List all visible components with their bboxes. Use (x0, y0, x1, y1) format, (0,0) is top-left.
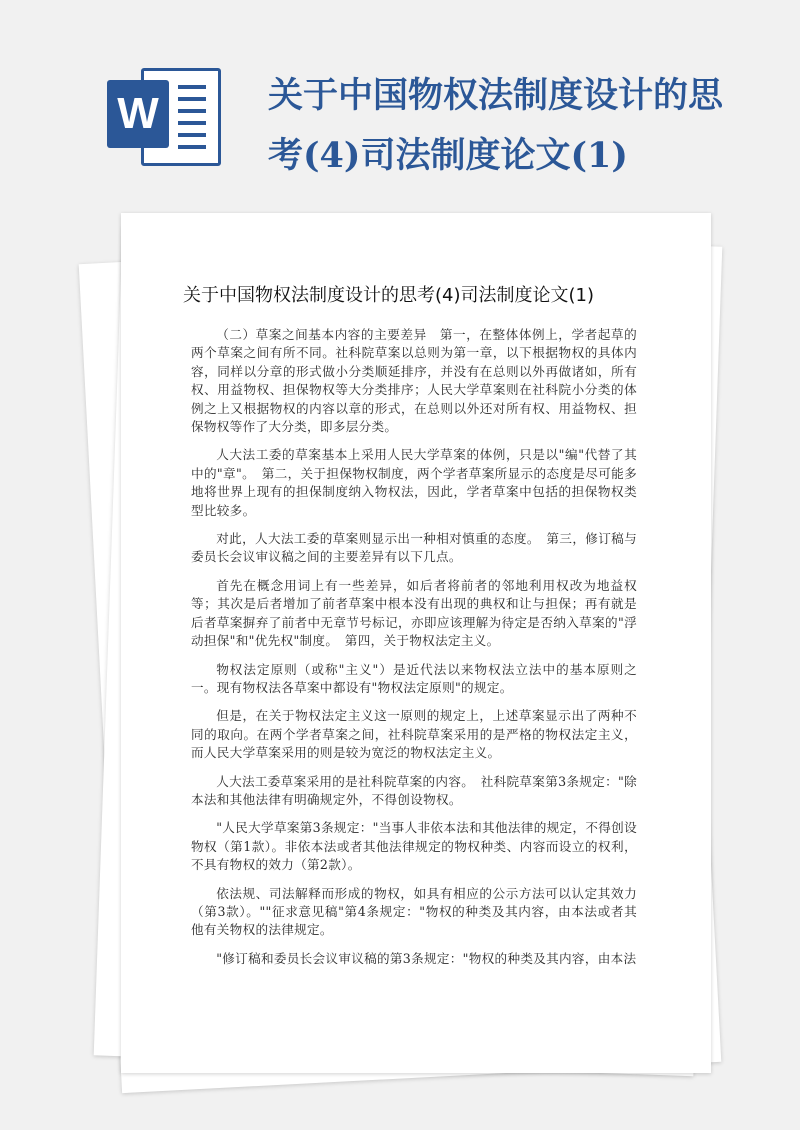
paragraph: 物权法定原则（或称"主义"）是近代法以来物权法立法中的基本原则之一。现有物权法各草案中都设有"物权法定原则"的规定。 (191, 661, 637, 695)
paragraph: 但是，在关于物权法定主义这一原则的规定上，上述草案显示出了两种不同的取向。在两个学者草案之间，社科院草案采用的是严格的物权法定主义，而人民大学草案采用的则是较为宽泛的物权法定主义。 (191, 708, 637, 761)
document-body (191, 326, 637, 978)
paragraph: 依法规、司法解释而形成的物权，如具有相应的公示方法可以认定其效力（第3款）。""征求意见稿"第4条规定："物权的种类及其内容，由本法或者其他有关物权的法律规定。 (191, 885, 637, 938)
paragraph: 人大法工委的草案基本上采用人民大学草案的体例，只是以"编"代替了其中的"章"。 第二，关于担保物权制度，两个学者草案所显示的态度是尽可能多地将世界上现有的担保制度纳入物权法，因此，学者草案中包括的担保物权类型比较多。 (191, 447, 637, 518)
paragraph: "人民大学草案第3条规定："当事人非依本法和其他法律的规定，不得创设物权（第1款）。非依本法或者其他法律规定的物权种类、内容而设立的权利，不具有物权的效力（第2款）。 (191, 820, 637, 873)
paragraph: 首先在概念用词上有一些差异，如后者将前者的邻地利用权改为地益权等；其次是后者增加了前者草案中根本没有出现的典权和让与担保；再有就是后者草案摒弃了前者中无章节号标记，亦即应该理解为待定是否纳入草案的"浮动担保"和"优先权"制度。 第四，关于物权法定主义。 (191, 577, 637, 649)
paragraph: "修订稿和委员长会议审议稿的第3条规定："物权的种类及其内容，由本法 (216, 950, 637, 966)
paragraph: 对此，人大法工委的草案则显示出一种相对慎重的态度。 第三，修订稿与委员长会议审议稿之间的主要差异有以下几点。 (191, 531, 637, 565)
paragraph: 人大法工委草案采用的是社科院草案的内容。 社科院草案第3条规定："除本法和其他法律有明确规定外，不得创设物权。 (191, 773, 637, 807)
word-icon (107, 64, 227, 164)
document-title: 关于中国物权法制度设计的思考(4)司法制度论文(1) (183, 285, 594, 306)
paragraph: （二）草案之间基本内容的主要差异 第一，在整体体例上，学者起草的两个草案之间有所不同。社科院草案以总则为第一章，以下根据物权的具体内容，同样以分章的形式做小分类顺延排序，并没有在总则以外再做诸如，所有权、用益物权、担保物权等大分类排序；人民大学草案则在社科院小分类的体例之上又根据物权的内容以章的形式，在总则以外还对所有权、用益物权、担保物权等作了大分类，即多层分类。 (191, 327, 637, 435)
word-logo-badge: W (107, 80, 169, 148)
document-page (121, 213, 711, 1073)
cover-title: 关于中国物权法制度设计的思考(4)司法制度论文(1) (268, 75, 724, 176)
